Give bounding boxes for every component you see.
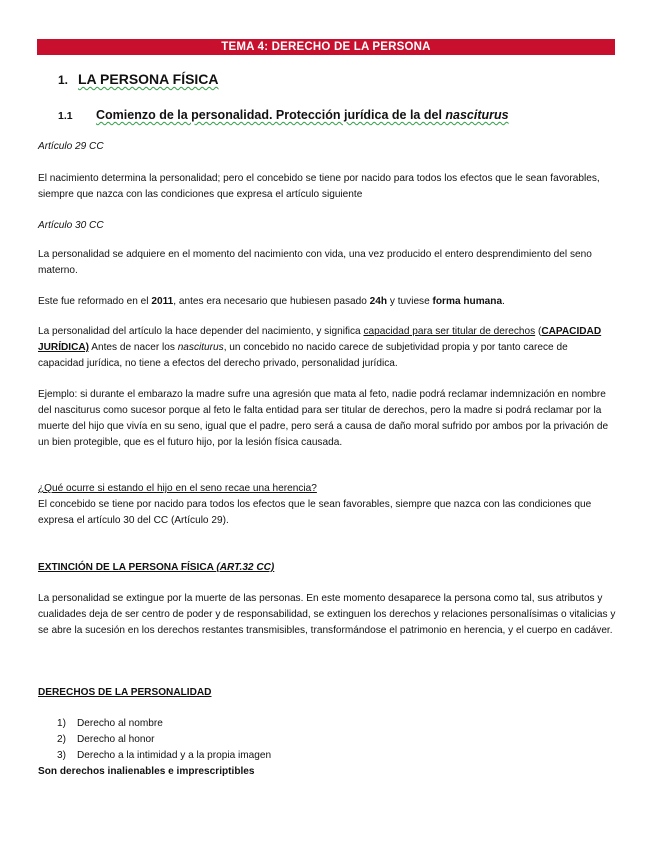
subsection-number: 1.1 — [58, 110, 73, 122]
section-number: 1. — [58, 73, 69, 87]
list-item: 3) Derecho a la intimidad y a la propia imagen — [57, 750, 272, 761]
section-title: LA PERSONA FÍSICA — [78, 71, 219, 87]
inheritance-question: ¿Qué ocurre si estando el hijo en el seno recae una herencia? — [38, 483, 317, 494]
chapter-title-banner: TEMA 4: DERECHO DE LA PERSONA — [37, 39, 615, 55]
reform-paragraph: Este fue reformado en el 2011, antes era necesario que hubiesen pasado 24h y tuviese forma humana. — [38, 296, 505, 307]
article-30-text: La personalidad se adquiere en el momento del nacimiento con vida, una vez producido el entero desprendimiento del seno materno. — [38, 249, 592, 276]
article-29-label: Artículo 29 CC — [38, 141, 104, 152]
article-29-text: El nacimiento determina la personalidad; pero el concebido se tiene por nacido para todos los efectos que le sean favorables, siempre que nazca con las condiciones que expresa el artículo siguiente — [38, 173, 600, 200]
section-heading-1 — [58, 70, 219, 89]
list-item: 1) Derecho al nombre — [57, 718, 163, 729]
inheritance-answer: El concebido se tiene por nacido para todos los efectos que le sean favorables, siempre que nazca con las condiciones que expresa el artículo 30 del CC (Artículo 29). — [38, 499, 592, 526]
rights-conclusion: Son derechos inalienables e imprescriptibles — [38, 766, 255, 777]
capacity-paragraph: La personalidad del artículo la hace depender del nacimiento, y significa capacidad para ser titular de derechos (CAPACIDAD JURÍDICA) Antes de nacer los nasciturus, un concebido no nacido carece de subjetividad propia y por tanto carece de capacidad jurídica, no tiene a efectos del derecho privado, personalidad jurídica. — [38, 326, 602, 369]
subsection-title: Comienzo de la personalidad. Protección jurídica de la del nasciturus — [96, 108, 509, 122]
article-30-label: Artículo 30 CC — [38, 220, 104, 231]
rights-heading: DERECHOS DE LA PERSONALIDAD — [38, 687, 212, 698]
rights-list — [57, 716, 271, 764]
subsection-heading-1-1 — [58, 107, 509, 124]
extinction-paragraph: La personalidad se extingue por la muerte de las personas. En este momento desaparece la persona como tal, sus atributos y cualidades deja de ser centro de poder y de responsabilidad, se extinguen los derechos y relaciones personalísimas o vitalicias y se abre la sucesión en los derechos restantes transmisibles, transformándose el patrimonio en herencia, y el cuerpo en cadáver. — [38, 593, 616, 636]
example-paragraph: Ejemplo: si durante el embarazo la madre sufre una agresión que mata al feto, nadie podrá reclamar indemnización en nombre del nasciturus como sucesor porque al feto le falta entidad para ser titular de derechos, pero la madre si podrá reclamar por la muerte del hijo que vivía en su seno, igual que el padre, pero será a causa de daño moral sufrido por ambos por la privación de un bien protegible, que es el futuro hijo, por la lesión física causada. — [38, 389, 609, 448]
list-item: 2) Derecho al honor — [57, 734, 155, 745]
extinction-heading: EXTINCIÓN DE LA PERSONA FÍSICA (ART.32 CC) — [38, 562, 275, 573]
